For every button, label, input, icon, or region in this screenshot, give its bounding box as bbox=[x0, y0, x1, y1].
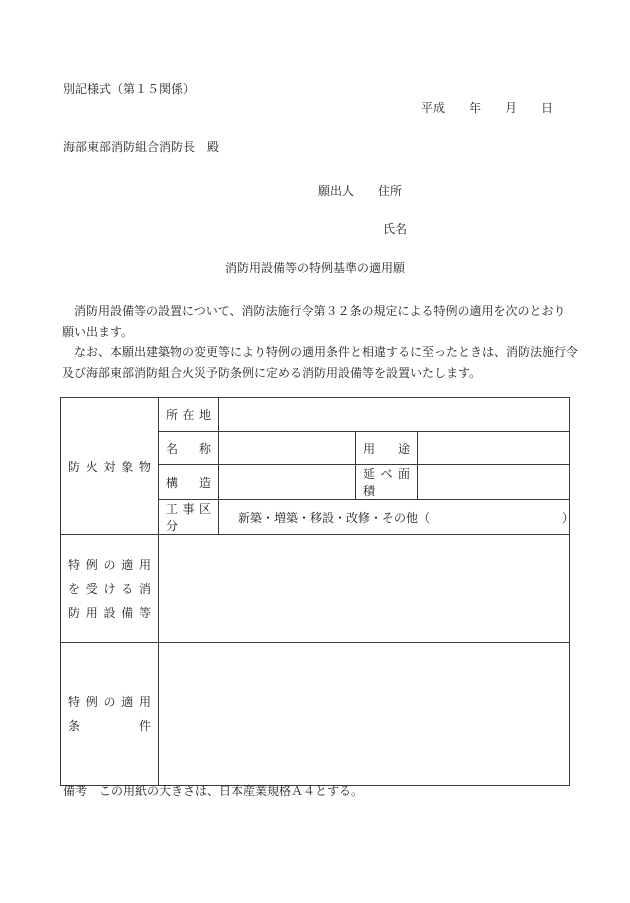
body-line: 及び海部東部消防組合火災予防条例に定める消防用設備等を設置いたします。 bbox=[62, 365, 482, 380]
document-title: 消防用設備等の特例基準の適用願 bbox=[224, 261, 405, 275]
location-input-cell bbox=[219, 398, 570, 432]
exception-condition-label-line: 特例の適用 bbox=[68, 695, 151, 709]
footer-note: 備考 この用紙の大きさは、日本産業規格Ａ４とする。 bbox=[63, 784, 364, 798]
exception-condition-input-cell bbox=[159, 643, 570, 786]
body-line: 願い出ます。 bbox=[62, 324, 134, 339]
use-input-cell bbox=[418, 432, 570, 465]
name-label-cell: 名称 bbox=[159, 432, 219, 465]
structure-input-cell bbox=[219, 465, 356, 500]
exception-equipment-label-line: を受ける消 bbox=[68, 581, 151, 596]
applicant-name-label: 氏名 bbox=[383, 222, 408, 236]
use-label-cell: 用途 bbox=[356, 432, 418, 465]
exception-equipment-label-cell bbox=[61, 535, 159, 643]
exception-equipment-input-cell bbox=[159, 535, 570, 643]
date-line: 平成 年 月 日 bbox=[421, 101, 554, 115]
exception-condition-label-line: 条件 bbox=[68, 719, 151, 733]
total-area-input-cell bbox=[418, 465, 570, 500]
location-label-cell: 所在地 bbox=[159, 398, 219, 432]
body-paragraphs bbox=[62, 301, 579, 383]
fire-object-header-cell: 防火対象物 bbox=[61, 398, 159, 535]
exception-equipment-label-line: 特例の適用 bbox=[68, 557, 151, 572]
name-input-cell bbox=[219, 432, 356, 465]
construction-label-cell: 工事区分 bbox=[159, 500, 219, 535]
application-table bbox=[60, 397, 575, 786]
form-code: 別記様式（第１５関係） bbox=[63, 82, 196, 96]
addressee: 海部東部消防組合消防長 殿 bbox=[63, 140, 220, 154]
structure-label-cell: 構造 bbox=[159, 465, 219, 500]
exception-condition-label-cell bbox=[61, 643, 159, 786]
exception-equipment-label-line: 防用設備等 bbox=[68, 605, 151, 620]
applicant-address-label: 願出人 住所 bbox=[318, 184, 403, 198]
total-area-label-cell: 延べ面積 bbox=[356, 465, 418, 500]
construction-type-cell: 新築・増築・移設・改修・その他（ ） bbox=[219, 500, 570, 535]
body-line: なお、本願出建築物の変更等により特例の適用条件と相違するに至ったときは、消防法施行令 bbox=[62, 345, 579, 360]
body-line: 消防用設備等の設置について、消防法施行令第３２条の規定による特例の適用を次のとおり bbox=[62, 304, 566, 318]
